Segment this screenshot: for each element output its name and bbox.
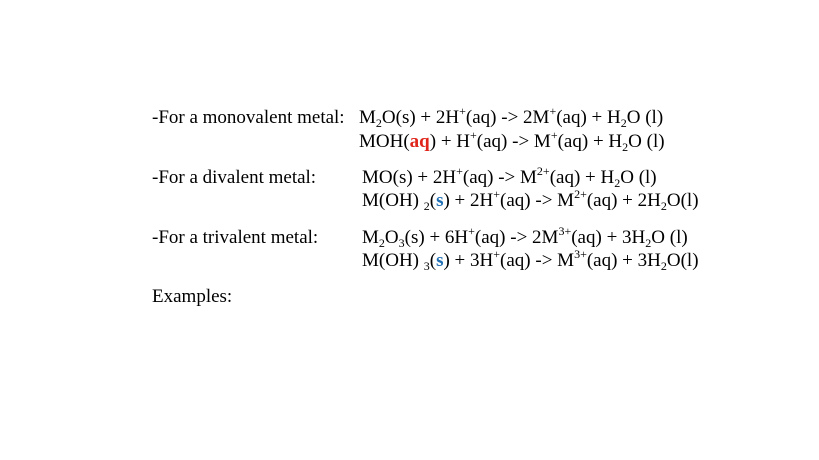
trivalent-oxide-equation: $M_2O_3(s) + 6H^+(aq) -> 2M^{3+}(aq) + 3H_2O$ (l) bbox=[362, 224, 688, 250]
s-highlight: s bbox=[436, 250, 444, 271]
s-highlight: s bbox=[436, 190, 444, 211]
aq-highlight: aq bbox=[409, 131, 430, 152]
monovalent-label: -For a monovalent metal: bbox=[152, 107, 345, 128]
trivalent-label: -For a trivalent metal: bbox=[152, 227, 319, 248]
divalent-hydroxide-equation: M(OH) $_2(s) + 2H^+(aq) -> M^{2+}(aq) + 2H_2O(l)$ bbox=[362, 187, 699, 213]
monovalent-oxide-equation: $M_2O(s) + 2H^+(aq) -> 2M^+(aq) + H_2O$ (l) bbox=[359, 104, 664, 130]
examples-label: Examples: bbox=[152, 286, 233, 307]
trivalent-hydroxide-equation: M(OH) $_3(s) + 3H^+(aq) -> M^{3+}(aq) + 3H_2O(l)$ bbox=[362, 247, 699, 273]
divalent-label: -For a divalent metal: bbox=[152, 167, 317, 188]
divalent-oxide-equation: $MO(s) + 2H^+(aq) -> M^{2+}(aq) + H_2O$ (l) bbox=[362, 164, 657, 190]
monovalent-hydroxide-equation: $MOH(aq) + H^+(aq) -> M^+(aq) + H_2O$ (l) bbox=[359, 128, 665, 154]
